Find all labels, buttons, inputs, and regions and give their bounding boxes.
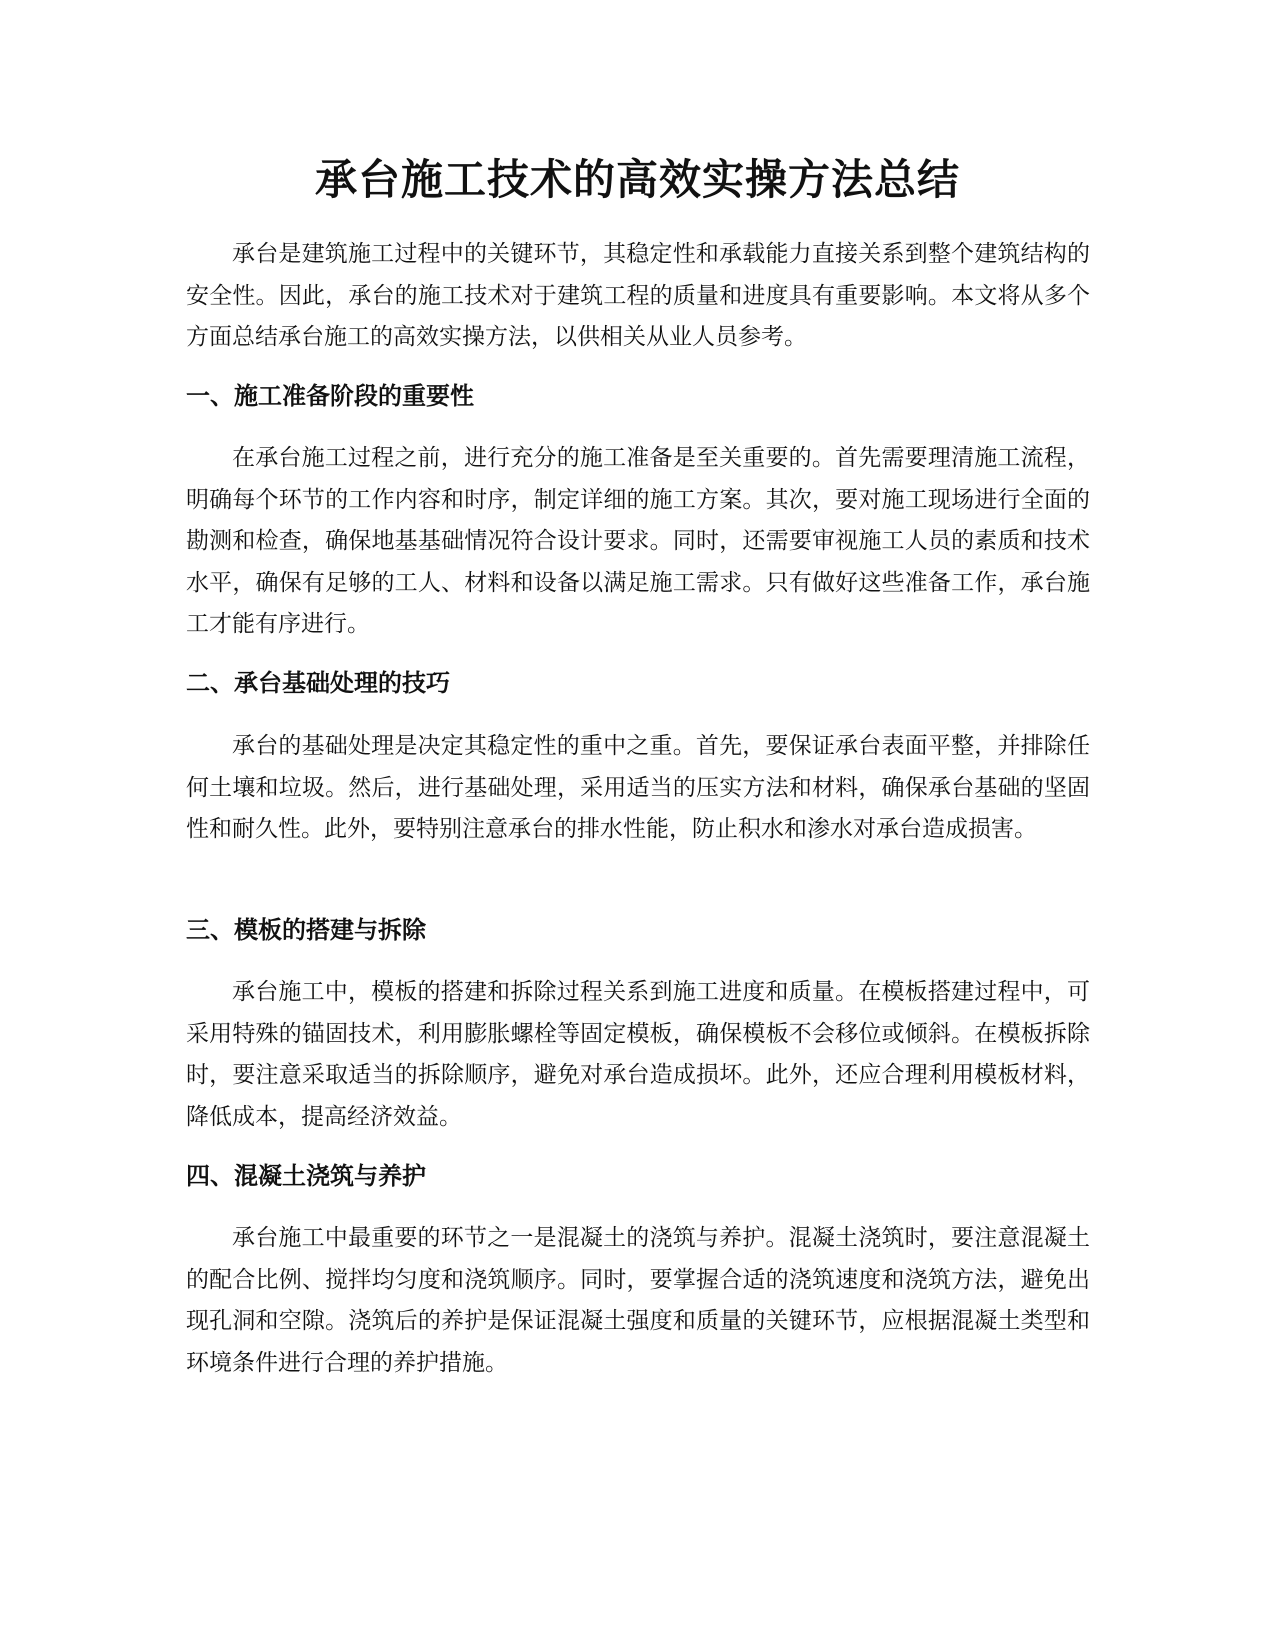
intro-paragraph: 承台是建筑施工过程中的关键环节，其稳定性和承载能力直接关系到整个建筑结构的安全性。因此，承台的施工技术对于建筑工程的质量和进度具有重要影响。本文将从多个方面总结承台施工的高效实操方法，以供相关从业人员参考。 [186, 241, 1090, 350]
section-body-1: 在承台施工过程之前，进行充分的施工准备是至关重要的。首先需要理清施工流程，明确每个环节的工作内容和时序，制定详细的施工方案。其次，要对施工现场进行全面的勘测和检查，确保地基基础情况符合设计要求。同时，还需要审视施工人员的素质和技术水平，确保有足够的工人、材料和设备以满足施工需求。只有做好这些准备工作，承台施工才能有序进行。 [186, 445, 1090, 637]
section-body-2: 承台的基础处理是决定其稳定性的重中之重。首先，要保证承台表面平整，并排除任何土壤和垃圾。然后，进行基础处理，采用适当的压实方法和材料，确保承台基础的坚固性和耐久性。此外，要特别注意承台的排水性能，防止积水和渗水对承台造成损害。 [186, 733, 1090, 842]
section-heading-2: 二、承台基础处理的技巧 [186, 669, 450, 697]
document-title: 承台施工技术的高效实操方法总结 [314, 155, 960, 204]
section-heading-3: 三、模板的搭建与拆除 [186, 916, 426, 944]
section-body-4: 承台施工中最重要的环节之一是混凝土的浇筑与养护。混凝土浇筑时，要注意混凝土的配合比例、搅拌均匀度和浇筑顺序。同时，要掌握合适的浇筑速度和浇筑方法，避免出现孔洞和空隙。浇筑后的养护是保证混凝土强度和质量的关键环节，应根据混凝土类型和环境条件进行合理的养护措施。 [186, 1225, 1090, 1376]
section-heading-4: 四、混凝土浇筑与养护 [186, 1162, 426, 1190]
section-heading-1: 一、施工准备阶段的重要性 [186, 382, 474, 410]
section-body-3: 承台施工中，模板的搭建和拆除过程关系到施工进度和质量。在模板搭建过程中，可采用特殊的锚固技术，利用膨胀螺栓等固定模板，确保模板不会移位或倾斜。在模板拆除时，要注意采取适当的拆除顺序，避免对承台造成损坏。此外，还应合理利用模板材料，降低成本，提高经济效益。 [186, 979, 1090, 1130]
